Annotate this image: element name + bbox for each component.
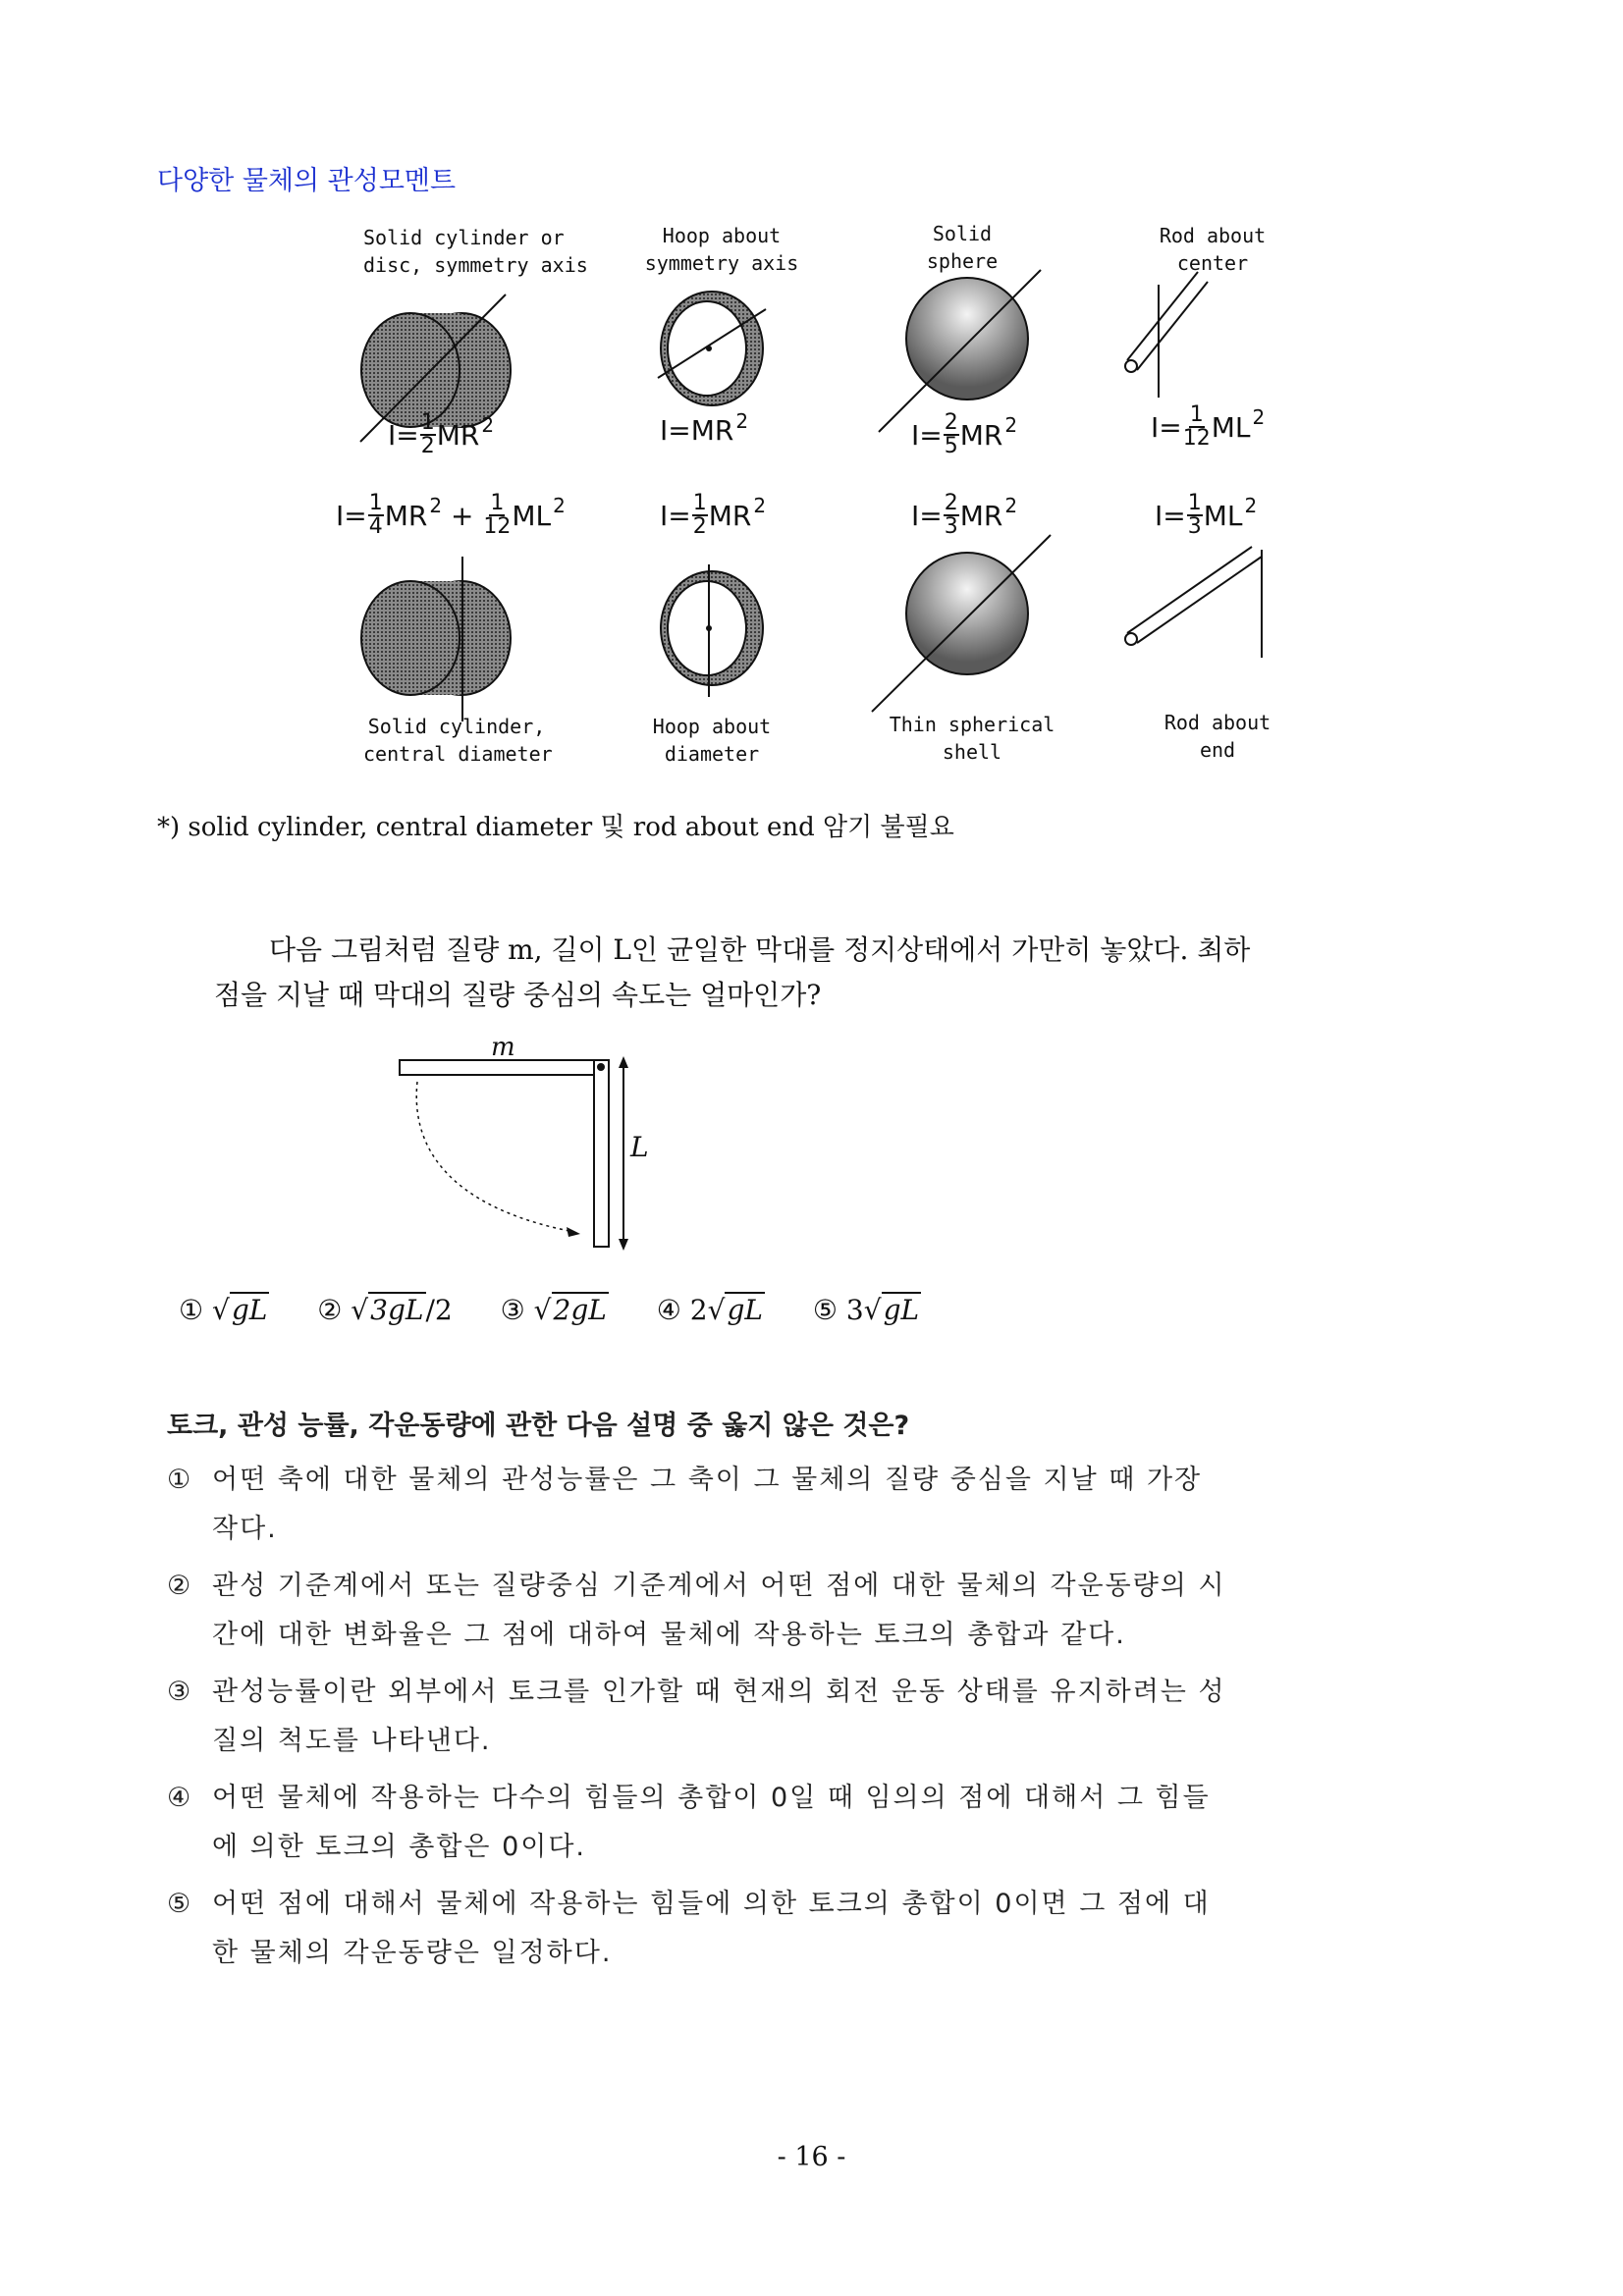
choice-1[interactable]: ① √gL [179,1294,268,1326]
label-thin-shell: Thin spherical shell [889,713,1055,764]
note-text: *) solid cylinder, central diameter 및 rod about end 암기 불필요 [157,813,954,842]
label-hoop-symmetry: Hoop about symmetry axis [644,224,799,275]
label-rod-end: Rod about end [1163,711,1271,762]
formula-thin-shell: I= $\frac{2}{3}$ MR 2 [911,491,1018,539]
question2-option-4[interactable]: ④ 어떤 물체에 작용하는 다수의 힘들의 총합이 0일 때 임의의 점에 대해서 그 힘들에 의한 토크의 총합은 0이다. [167,1783,1211,1862]
label-hoop-diameter: Hoop about diameter [652,715,772,766]
question2-option-2[interactable]: ② 관성 기준계에서 또는 질량중심 기준계에서 어떤 점에 대한 물체의 각운동량의 시간에 대한 변화율은 그 점에 대하여 물체에 작용하는 토크의 총합과 같다. [167,1571,1226,1650]
question2-option-1[interactable]: ① 어떤 축에 대한 물체의 관성능률은 그 축이 그 물체의 질량 중심을 지날 때 가장 작다. [167,1465,1203,1544]
solid-cylinder-central-diameter-drawing [361,557,511,721]
choice-4[interactable]: ④ 2√gL [656,1294,763,1326]
formula-solid-sphere: I= $\frac{2}{5}$ MR 2 [911,410,1018,458]
page-number: - 16 - [777,2142,846,2172]
formula-hoop-diameter: I= $\frac{1}{2}$ MR 2 [660,491,767,539]
formula-solid-cylinder-symmetry: I= $\frac{1}{2}$ MR 2 [388,410,495,458]
rod-about-center-drawing [1125,272,1208,398]
question1-line2: 점을 지날 때 막대의 질량 중심의 속도는 얼마인가? [214,979,822,1011]
question2-title: 토크, 관성 능률, 각운동량에 관한 다음 설명 중 옳지 않은 것은? [167,1411,910,1441]
length-label: L [630,1131,649,1163]
formula-hoop-symmetry: I=MR 2 [660,408,749,447]
question1-choices [179,1294,960,1326]
question1-line1: 다음 그림처럼 질량 m, 길이 L인 균일한 막대를 정지상태에서 가만히 놓았다. 최하 [269,934,1251,966]
label-solid-cylinder-diameter: Solid cylinder, central diameter [363,715,553,766]
choice-2[interactable]: ② √3gL/2 [317,1294,453,1326]
choice-5[interactable]: ⑤ 3√gL [812,1294,920,1326]
section-title: 다양한 물체의 관성모멘트 [157,166,457,196]
hoop-symmetry-axis-drawing [658,292,766,405]
choice-3[interactable]: ③ √2gL [500,1294,607,1326]
label-solid-cylinder-symmetry: Solid cylinder or disc, symmetry axis [363,226,588,277]
formula-solid-cylinder-diameter: I= $\frac{1}{4}$ MR 2 + $\frac{1}{12}$ ML 2 [336,491,566,539]
question2-option-3[interactable]: ③ 관성능률이란 외부에서 토크를 인가할 때 현재의 회전 운동 상태를 유지하려는 성질의 척도를 나타낸다. [167,1677,1226,1756]
thin-spherical-shell-drawing [872,535,1051,712]
mass-label: m [491,1033,515,1062]
question2-option-5[interactable]: ⑤ 어떤 점에 대해서 물체에 작용하는 힘들에 의한 토크의 총합이 0이면 그 점에 대한 물체의 각운동량은 일정하다. [167,1889,1211,1968]
formula-rod-center: I= $\frac{1}{12}$ ML 2 [1151,402,1266,451]
hoop-about-diameter-drawing [661,564,763,697]
formula-rod-end: I= $\frac{1}{3}$ ML 2 [1155,491,1258,539]
label-rod-center: Rod about center [1159,224,1267,275]
question2 [167,1404,1237,1986]
label-solid-sphere: Solid sphere [926,222,999,273]
rod-about-end-drawing [1125,547,1262,658]
solid-sphere-drawing [879,270,1041,432]
question1-text [214,928,1373,1018]
